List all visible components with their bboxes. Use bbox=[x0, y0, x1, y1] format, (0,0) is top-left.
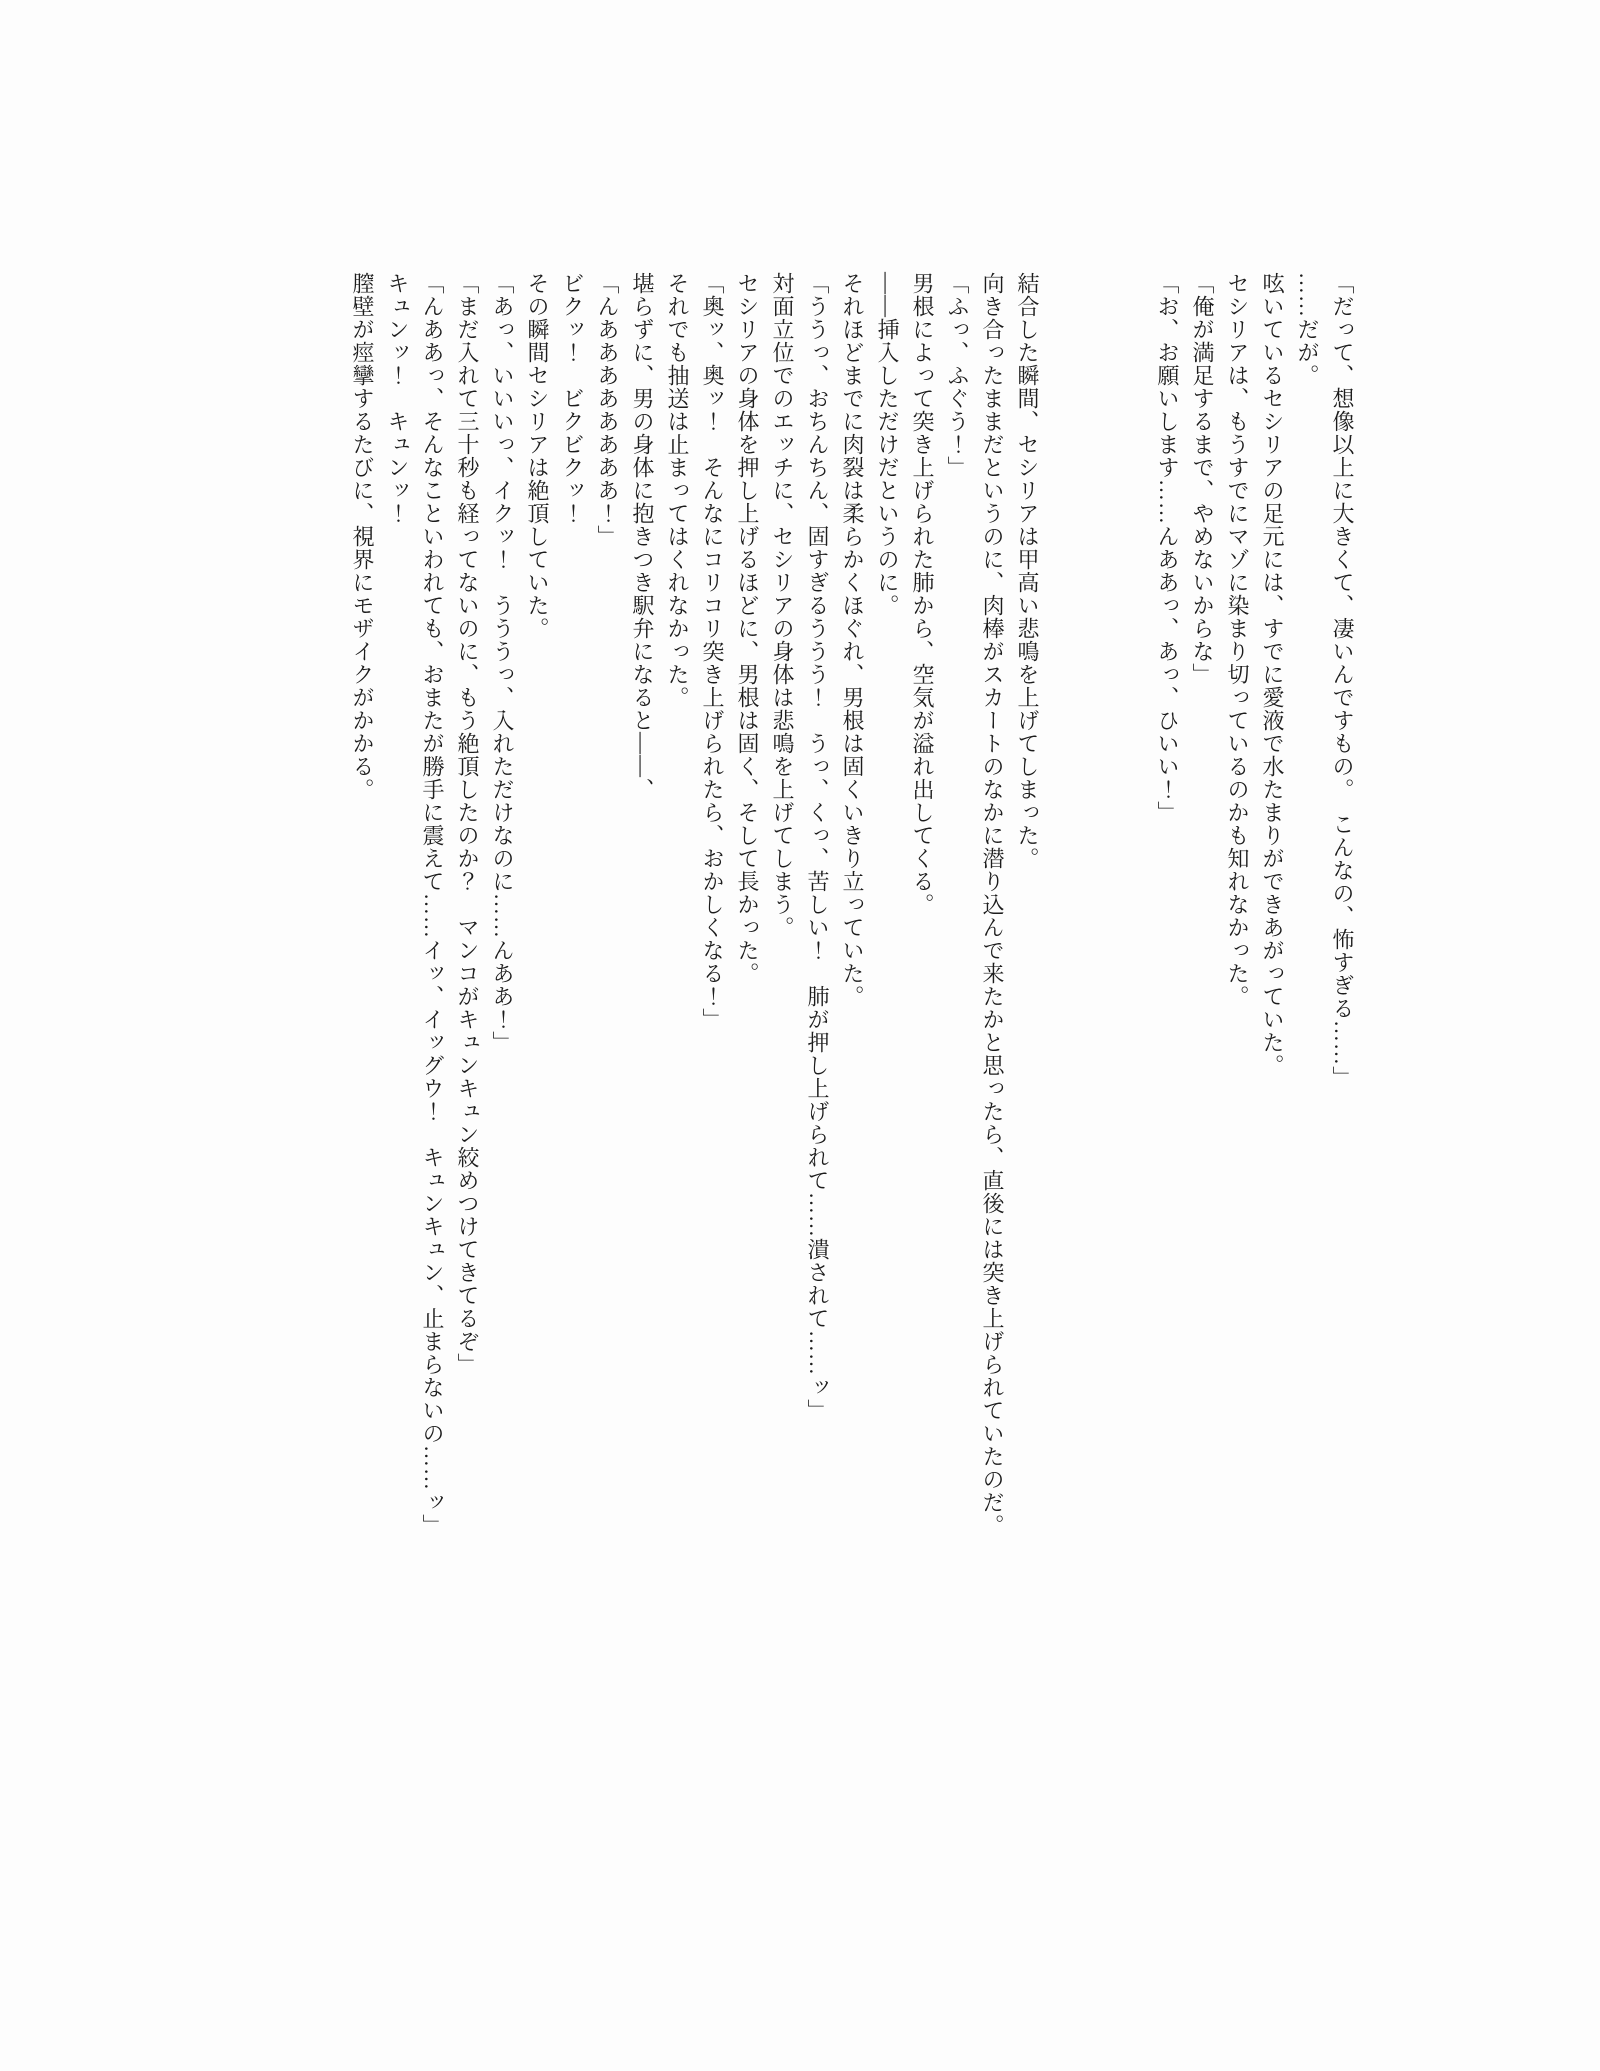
text-line: 「ふっ、ふぐう！」 bbox=[945, 272, 970, 479]
text-line: 膣壁が痙攣するたびに、視界にモザイクがかかる。 bbox=[350, 272, 375, 801]
blank-line bbox=[1115, 272, 1150, 1522]
text-line: セシリアの身体を押し上げるほどに、男根は固く、そして長かった。 bbox=[735, 272, 760, 985]
text-line: 結合した瞬間、セシリアは甲高い悲鳴を上げてしまった。 bbox=[1015, 272, 1040, 870]
text-line: 「んああああああああ！」 bbox=[595, 272, 620, 548]
text-line: ……だが。 bbox=[1295, 272, 1320, 387]
text-line: キュンッ！ キュンッ！ bbox=[385, 272, 410, 525]
text-line: 「だって、想像以上に大きくて、凄いんですもの。 こんなの、怖すぎる……」 bbox=[1330, 272, 1355, 1089]
vertical-text-flow bbox=[345, 272, 1360, 1537]
text-line: 「俺が満足するまで、やめないからな」 bbox=[1190, 272, 1215, 686]
text-line: 堪らずに、男の身体に抱きつき駅弁になると――、 bbox=[630, 272, 655, 801]
text-line: それほどまでに肉裂は柔らかくほぐれ、男根は固くいきり立っていた。 bbox=[840, 272, 865, 1008]
text-line: ビクッ！ ビクビクッ！ bbox=[560, 272, 585, 525]
text-line: 「奥ッ、奥ッ！ そんなにコリコリ突き上げられたら、おかしくなる！」 bbox=[700, 272, 725, 1031]
text-line: それでも抽送は止まってはくれなかった。 bbox=[665, 272, 690, 709]
text-line: 呟いているセシリアの足元には、すでに愛液で水たまりができあがっていた。 bbox=[1260, 272, 1285, 1077]
text-line: 「あっ、いいいっ、イクッ！ うううっ、入れただけなのに……んああ！」 bbox=[490, 272, 515, 1054]
text-line: 「ううっ、おちんちん、固すぎるううう！ うっ、くっ、苦しい！ 肺が押し上げられて……潰されて……ッ」 bbox=[805, 272, 830, 1422]
text-line: 向き合ったままだというのに、肉棒がスカートのなかに潜り込んで来たかと思ったら、直後には突き上げられていたのだ。 bbox=[980, 272, 1005, 1537]
text-line: 「んああっ、そんなこといわれても、おまたが勝手に震えて……イッ、イッグウ！ キュンキュン、止まらないの……ッ」 bbox=[420, 272, 445, 1537]
text-line: その瞬間セシリアは絶頂していた。 bbox=[525, 272, 550, 640]
blank-line bbox=[1080, 272, 1115, 1522]
text-line: 「お、お願いします……んああっ、あっ、ひいい！」 bbox=[1155, 272, 1180, 824]
text-line: 対面立位でのエッチに、セシリアの身体は悲鳴を上げてしまう。 bbox=[770, 272, 795, 939]
text-line: 男根によって突き上げられた肺から、空気が溢れ出してくる。 bbox=[910, 272, 935, 916]
text-line: 「まだ入れて三十秒も経ってないのに、もう絶頂したのか？ マンコがキュンキュン絞めつけてきてるぞ」 bbox=[455, 272, 480, 1376]
text-line: セシリアは、もうすでにマゾに染まり切っているのかも知れなかった。 bbox=[1225, 272, 1250, 1008]
blank-line bbox=[1045, 272, 1080, 1522]
text-line: ――挿入しただけだというのに。 bbox=[875, 272, 900, 617]
